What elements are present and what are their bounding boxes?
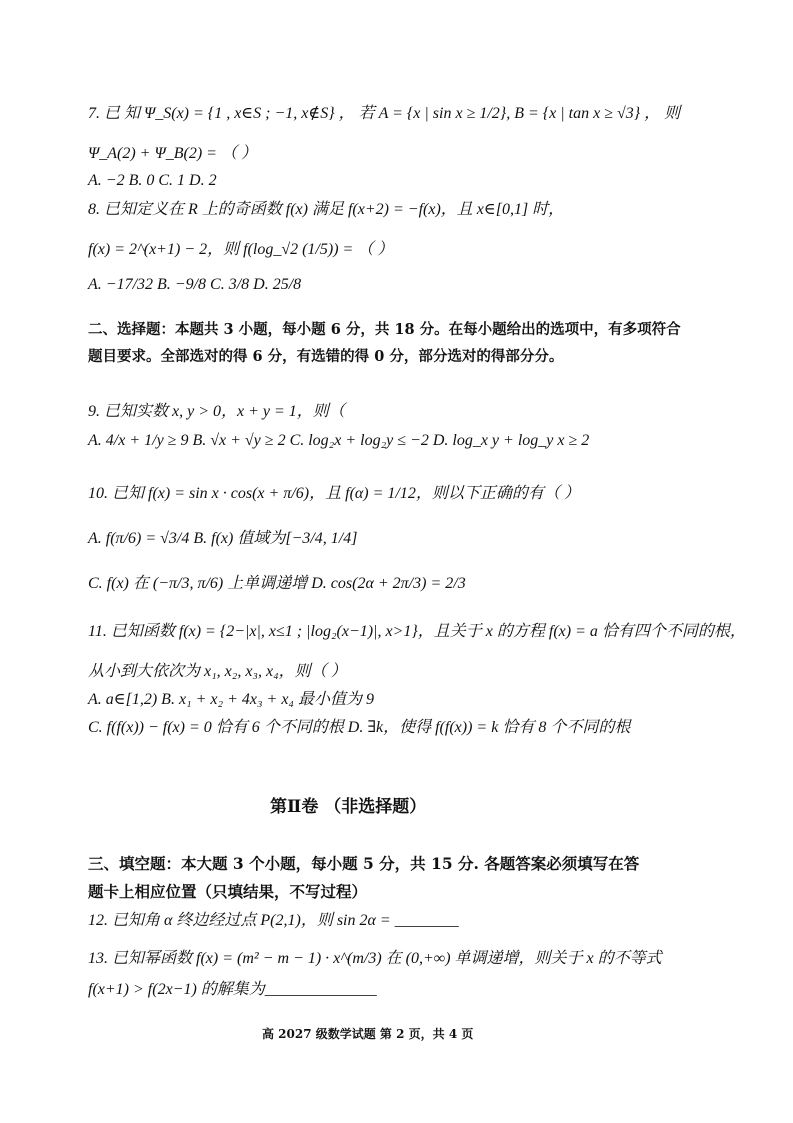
q11-options-ab: A. a∈[1,2) B. x₁ + x₂ + 4x₃ + x₄ 最小值为 9 <box>88 691 374 708</box>
part-2-title: 第Ⅱ卷 （非选择题） <box>270 797 427 817</box>
q13-stem: 13. 已知幂函数 f(x) = (m² − m − 1) · x^(m/3) 在 (0,+∞) 单调递增，则关于 x 的不等式 <box>88 950 662 967</box>
q11-stem-cont: 从小到大依次为 x₁, x₂, x₃, x₄，则（ ） <box>88 663 347 680</box>
q7-stem: 7. 已 知 Ψ_S(x) = {1 , x∈S ; −1, x∉S} ， 若 A = {x | sin x ≥ 1/2}, B = {x | tan x ≥ √3} ， 则 <box>88 105 681 122</box>
q9-stem: 9. 已知实数 x, y > 0，x + y = 1，则（ <box>88 403 345 420</box>
q10-options-cd: C. f(x) 在 (−π/3, π/6) 上单调递增 D. cos(2α + 2π/3) = 2/3 <box>88 575 466 592</box>
q11-options-cd: C. f(f(x)) − f(x) = 0 恰有 6 个不同的根 D. ∃k，使得 f(f(x)) = k 恰有 8 个不同的根 <box>88 719 631 736</box>
section-2-instructions: 题目要求。全部选对的得 6 分，有选错的得 0 分，部分选对的得部分分。 <box>88 348 564 365</box>
q7-options: A. −2 B. 0 C. 1 D. 2 <box>88 172 217 189</box>
page-footer: 高 2027 级数学试题 第 2 页，共 4 页 <box>262 1027 474 1041</box>
q13-stem-cont: f(x+1) > f(2x−1) 的解集为______________ <box>88 981 377 998</box>
q12: 12. 已知角 α 终边经过点 P(2,1)，则 sin 2α = ________ <box>88 912 459 929</box>
q11-stem: 11. 已知函数 f(x) = {2−|x|, x≤1 ; |log₂(x−1)|, x>1}，且关于 x 的方程 f(x) = a 恰有四个不同的根， <box>88 623 746 640</box>
q10-options-ab: A. f(π/6) = √3/4 B. f(x) 值域为[−3/4, 1/4] <box>88 530 358 547</box>
q8-stem: 8. 已知定义在 R 上的奇函数 f(x) 满足 f(x+2) = −f(x)，且 x∈[0,1] 时， <box>88 201 565 218</box>
section-3-heading: 三、填空题：本大题 3 个小题，每小题 5 分，共 15 分. 各题答案必须填写在答 <box>88 854 640 873</box>
q7-expression: Ψ_A(2) + Ψ_B(2) = （ ） <box>88 145 257 162</box>
section-2-heading: 二、选择题：本题共 3 小题，每小题 6 分，共 18 分。在每小题给出的选项中，有多项符合 <box>88 321 681 338</box>
q8-options: A. −17/32 B. −9/8 C. 3/8 D. 25/8 <box>88 276 302 293</box>
q10-stem: 10. 已知 f(x) = sin x · cos(x + π/6)，且 f(α) = 1/12，则以下正确的有（ ） <box>88 485 580 502</box>
q9-options: A. 4/x + 1/y ≥ 9 B. √x + √y ≥ 2 C. log₂x + log₂y ≤ −2 D. log_x y + log_y x ≥ 2 <box>88 432 590 449</box>
section-3-instructions: 题卡上相应位置（只填结果，不写过程） <box>88 882 368 901</box>
q8-condition: f(x) = 2^(x+1) − 2，则 f(log_√2 (1/5)) = （ ） <box>88 241 394 258</box>
